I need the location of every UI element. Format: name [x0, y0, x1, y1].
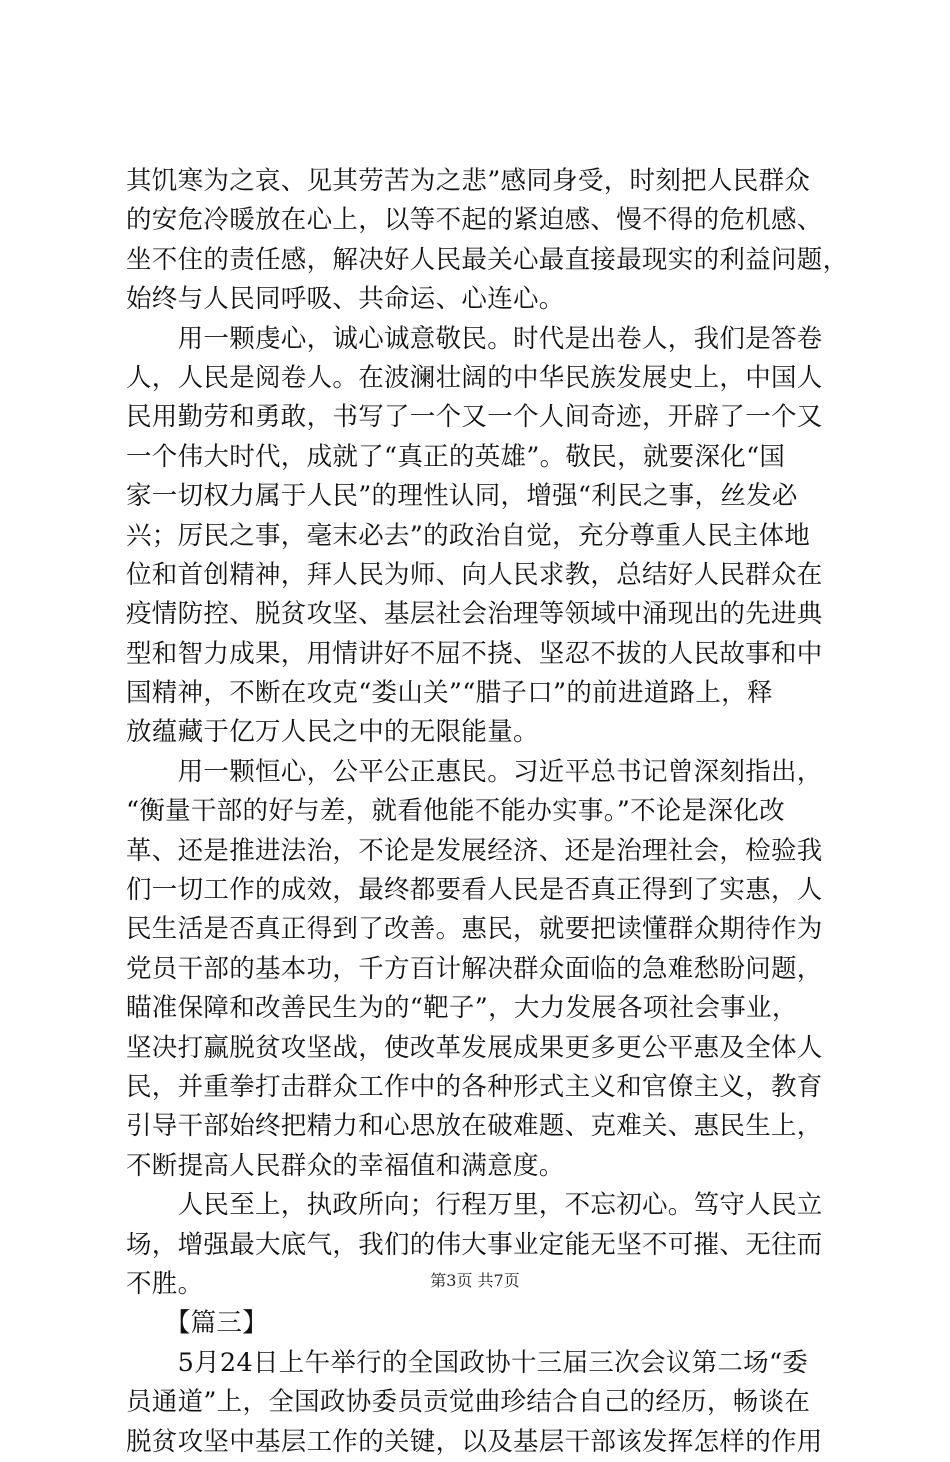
text-line: 型和智力成果，用情讲好不屈不挠、坚忍不拔的人民故事和中 — [126, 638, 823, 669]
text-line: 其饥寒为之哀、见其劳苦为之悲”感同身受，时刻把人民群众 — [126, 166, 811, 196]
text-line: 们一切工作的成效，最终都要看人民是否真正得到了实惠，人 — [126, 875, 823, 906]
section-heading: 【篇三】 — [126, 1308, 269, 1339]
text-line: 5月24日上午举行的全国政协十三届三次会议第二场“委 — [126, 1347, 809, 1378]
text-line: 始终与人民同呼吸、共命运、心连心。 — [126, 284, 565, 315]
text-line: 位和首创精神，拜人民为师、向人民求教，总结好人民群众在 — [126, 559, 823, 590]
text-line: 的安危冷暖放在心上，以等不起的紧迫感、慢不得的危机感、 — [126, 205, 823, 236]
text-line: 放蕴藏于亿万人民之中的无限能量。 — [126, 717, 539, 748]
text-line: 坐不住的责任感，解决好人民最关心最直接最现实的利益问题， — [126, 244, 849, 275]
text-line: “衡量干部的好与差，就看他能不能办实事。”不论是深化改 — [126, 796, 785, 827]
text-line: 不胜。 — [126, 1268, 204, 1299]
text-line: 瞄准保障和改善民生为的“靶子”，大力发展各项社会事业， — [126, 993, 798, 1024]
text-line: 民，并重拳打击群众工作中的各种形式主义和官僚主义，教育 — [126, 1071, 823, 1102]
text-line: 人民至上，执政所向；行程万里，不忘初心。笃守人民立 — [126, 1190, 823, 1221]
text-line: 人，人民是阅卷人。在波澜壮阔的中华民族发展史上，中国人 — [126, 362, 823, 393]
text-line: 一个伟大时代，成就了“真正的英雄”。敬民，就要深化“国 — [126, 441, 786, 472]
text-line: 场，增强最大底气，我们的伟大事业定能无坚不可摧、无往而 — [126, 1229, 823, 1260]
text-line: 脱贫攻坚中基层工作的关键，以及基层干部该发挥怎样的作用 — [126, 1426, 823, 1457]
text-line: 党员干部的基本功，千方百计解决群众面临的急难愁盼问题， — [126, 953, 823, 984]
page-number-footer: 第3页 共7页 — [430, 1271, 520, 1290]
text-line: 革、还是推进法治，不论是发展经济、还是治理社会，检验我 — [126, 835, 823, 866]
text-line: 家一切权力属于人民”的理性认同，增强“利民之事，丝发必 — [126, 481, 798, 512]
text-line: 员通道”上，全国政协委员贡觉曲珍结合自己的经历，畅谈在 — [126, 1387, 811, 1418]
text-line: 民生活是否真正得到了改善。惠民，就要把读懂群众期待作为 — [126, 914, 823, 945]
text-line: 疫情防控、脱贫攻坚、基层社会治理等领域中涌现出的先进典 — [126, 599, 823, 630]
text-line: 兴；厉民之事，毫末必去”的政治自觉，充分尊重人民主体地 — [126, 520, 811, 551]
text-line: 用一颗虔心，诚心诚意敬民。时代是出卷人，我们是答卷 — [126, 323, 823, 354]
text-line: 用一颗恒心，公平公正惠民。习近平总书记曾深刻指出， — [126, 756, 823, 787]
text-line: 引导干部始终把精力和心思放在破难题、克难关、惠民生上， — [126, 1111, 823, 1142]
text-line: 坚决打赢脱贫攻坚战，使改革发展成果更多更公平惠及全体人 — [126, 1032, 823, 1063]
text-line: 民用勤劳和勇敢，书写了一个又一个人间奇迹，开辟了一个又 — [126, 402, 823, 433]
text-line: 国精神，不断在攻克“娄山关”“腊子口”的前进道路上，释 — [126, 678, 773, 709]
text-line: 不断提高人民群众的幸福值和满意度。 — [126, 1150, 565, 1181]
document-body — [126, 162, 849, 1462]
